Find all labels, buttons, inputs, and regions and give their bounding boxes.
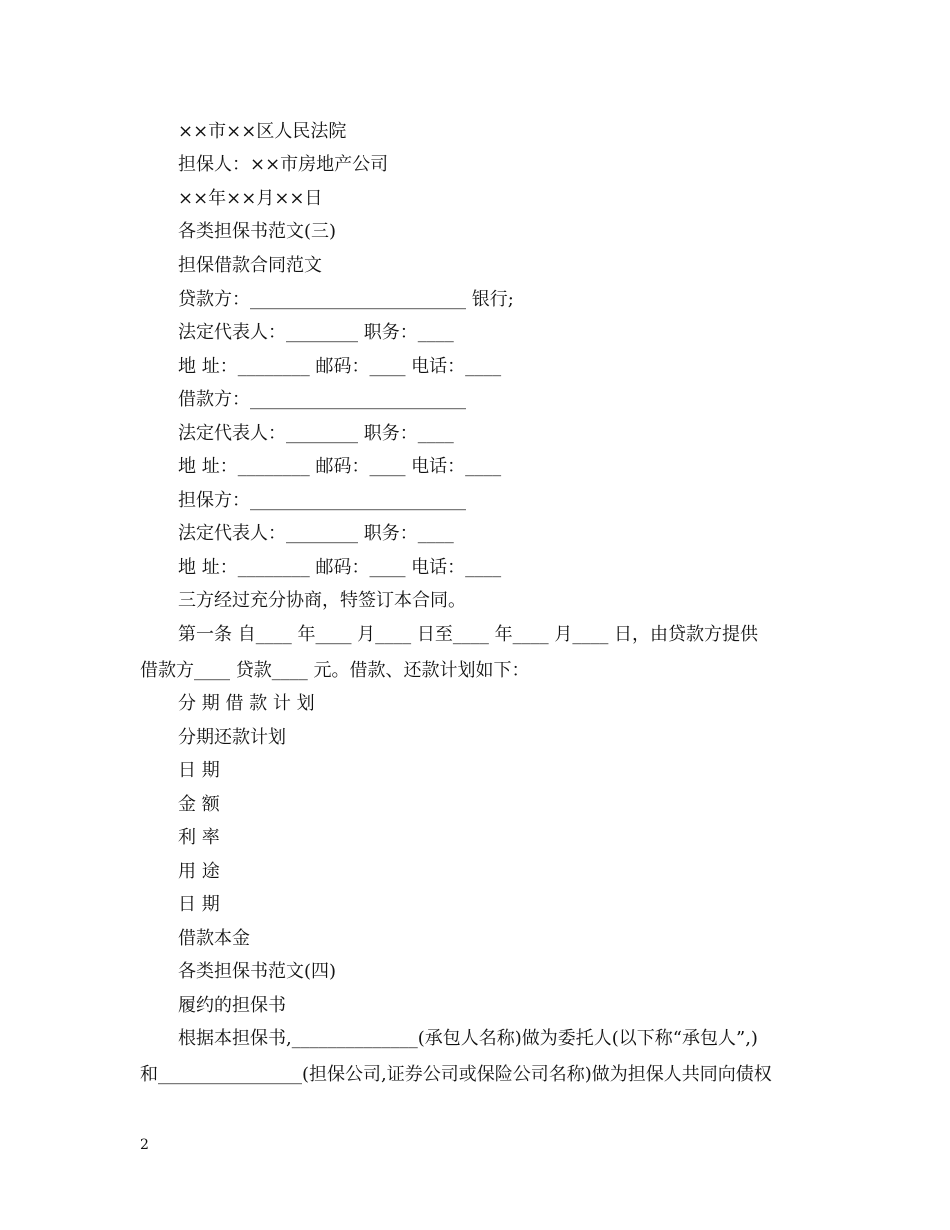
lender-rep-line: 法定代表人：________ 职务：____ xyxy=(178,322,454,343)
article-one-line: 第一条 自____ 年____ 月____ 日至____ 年____ 月____ 日，由贷款方提供 xyxy=(178,624,759,645)
bond-paragraph-line-1: 根据本担保书,______________(承包人名称)做为委托人(以下称“承包人”,) xyxy=(178,1028,758,1049)
section-heading-3: 各类担保书范文(三) xyxy=(178,221,337,242)
article-one-continued: 借款方____ 贷款____ 元。借款、还款计划如下： xyxy=(140,660,530,681)
borrower-rep-line: 法定代表人：________ 职务：____ xyxy=(178,423,454,444)
contract-title: 担保借款合同范文 xyxy=(178,255,322,276)
court-name: ××市××区人民法院 xyxy=(178,121,347,142)
plan-item-date: 日 期 xyxy=(178,760,220,781)
borrower-line: 借款方：________________________ xyxy=(178,389,466,410)
plan-item-rate: 利 率 xyxy=(178,827,220,848)
plan-item-principal: 借款本金 xyxy=(178,928,250,949)
plan-item-purpose: 用 途 xyxy=(178,861,220,882)
loan-plan-heading: 分 期 借 款 计 划 xyxy=(178,693,315,714)
guarantor-address-line: 地 址：________ 邮码：____ 电话：____ xyxy=(178,557,502,578)
date-line: ××年××月××日 xyxy=(178,188,323,209)
bond-paragraph-line-2: 和________________(担保公司,证券公司或保险公司名称)做为担保人共同向债权 xyxy=(140,1064,772,1085)
page-number: 2 xyxy=(140,1137,149,1153)
section-heading-4: 各类担保书范文(四) xyxy=(178,961,337,982)
plan-item-amount: 金 额 xyxy=(178,794,220,815)
performance-bond-title: 履约的担保书 xyxy=(178,995,286,1016)
guarantor-line: 担保人：××市房地产公司 xyxy=(178,154,389,175)
guarantor-rep-line: 法定代表人：________ 职务：____ xyxy=(178,523,454,544)
borrower-address-line: 地 址：________ 邮码：____ 电话：____ xyxy=(178,456,502,477)
agreement-line: 三方经过充分协商，特签订本合同。 xyxy=(178,590,466,611)
lender-address-line: 地 址：________ 邮码：____ 电话：____ xyxy=(178,356,502,377)
plan-item-date-2: 日 期 xyxy=(178,894,220,915)
repayment-plan-heading: 分期还款计划 xyxy=(178,727,286,748)
lender-line: 贷款方：________________________ 银行; xyxy=(178,289,514,310)
guarantor-party-line: 担保方：________________________ xyxy=(178,490,466,511)
